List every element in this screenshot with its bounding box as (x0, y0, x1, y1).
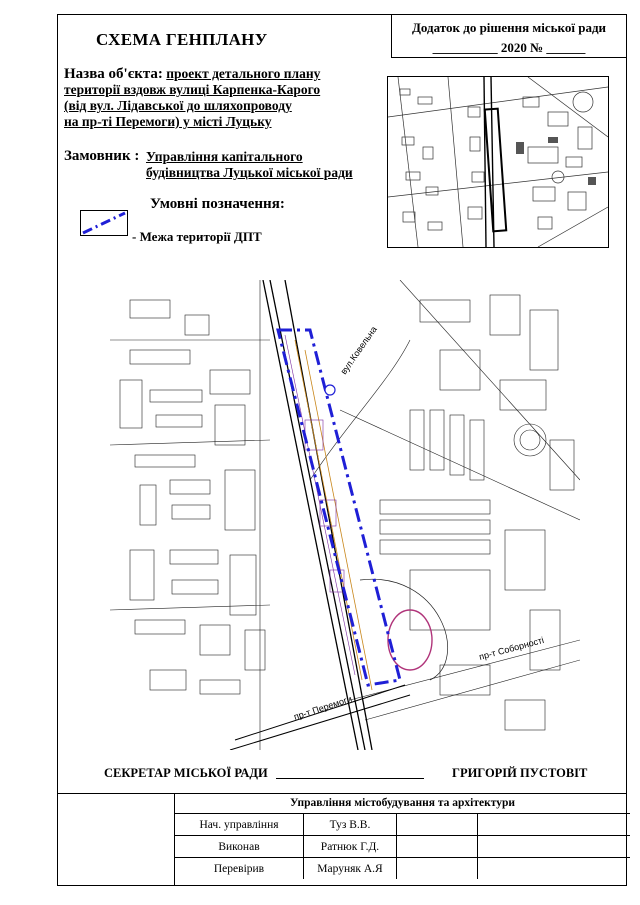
signature-name: ГРИГОРІЙ ПУСТОВІТ (452, 766, 588, 780)
legend-item-label: - Межа території ДПТ (132, 229, 262, 244)
table-row (175, 814, 631, 836)
object-name-text-2: території вздовж вулиці Карпенка-Карого (64, 82, 321, 97)
object-name-label: Назва об'єкта: (64, 66, 163, 82)
page-title: СХЕМА ГЕНПЛАНУ (96, 30, 268, 49)
general-plan-map (110, 280, 580, 750)
row-date (478, 858, 631, 880)
dash-dot-line-icon (81, 211, 127, 235)
row-date (478, 814, 631, 836)
stamp-line-2: __________ 2020 № ______ (432, 40, 586, 55)
general-plan-graphic (110, 280, 580, 750)
title-block-table (174, 793, 630, 879)
signature-line (276, 778, 424, 779)
row-name: Туз В.В. (304, 814, 397, 836)
department-name: Управління містобудування та архітектури (175, 793, 631, 814)
stamp-line-1: Додаток до рішення міської ради (411, 20, 607, 35)
row-name: Маруняк А.Я (304, 858, 397, 880)
row-role: Перевірив (175, 858, 304, 880)
customer-text-2: будівництва Луцької міської ради (146, 165, 353, 180)
row-name: Ратнюк Г.Д. (304, 836, 397, 858)
object-name-text-4: на пр-ті Перемоги) у місті Луцьку (64, 114, 272, 129)
title-block-header-row (175, 793, 631, 814)
object-name-text-3: (від вул. Лідавської до шляхопроводу (64, 98, 292, 113)
street-label-peremohy: пр-т Перемоги (292, 693, 354, 722)
row-signature (397, 814, 478, 836)
table-row (175, 836, 631, 858)
object-name-block (64, 66, 364, 130)
street-label-kovelna: вул.Ковельна (338, 324, 379, 377)
signature-role: СЕКРЕТАР МІСЬКОЇ РАДИ (104, 766, 268, 780)
object-name-text-1: проект детального плану (166, 66, 321, 81)
customer-label: Замовник : (64, 148, 140, 164)
location-inset-map (387, 76, 609, 248)
street-label-soborn: пр-т Соборності (477, 634, 546, 662)
table-row (175, 858, 631, 880)
row-signature (397, 836, 478, 858)
approval-stamp (391, 14, 627, 58)
row-role: Нач. управління (175, 814, 304, 836)
customer-text (146, 149, 376, 181)
row-date (478, 836, 631, 858)
legend-title: Умовні позначення: (150, 196, 285, 212)
inset-map-graphic (388, 77, 608, 247)
legend-boundary-swatch (80, 210, 128, 236)
row-role: Виконав (175, 836, 304, 858)
row-signature (397, 858, 478, 880)
customer-text-1: Управління капітального (146, 149, 303, 164)
